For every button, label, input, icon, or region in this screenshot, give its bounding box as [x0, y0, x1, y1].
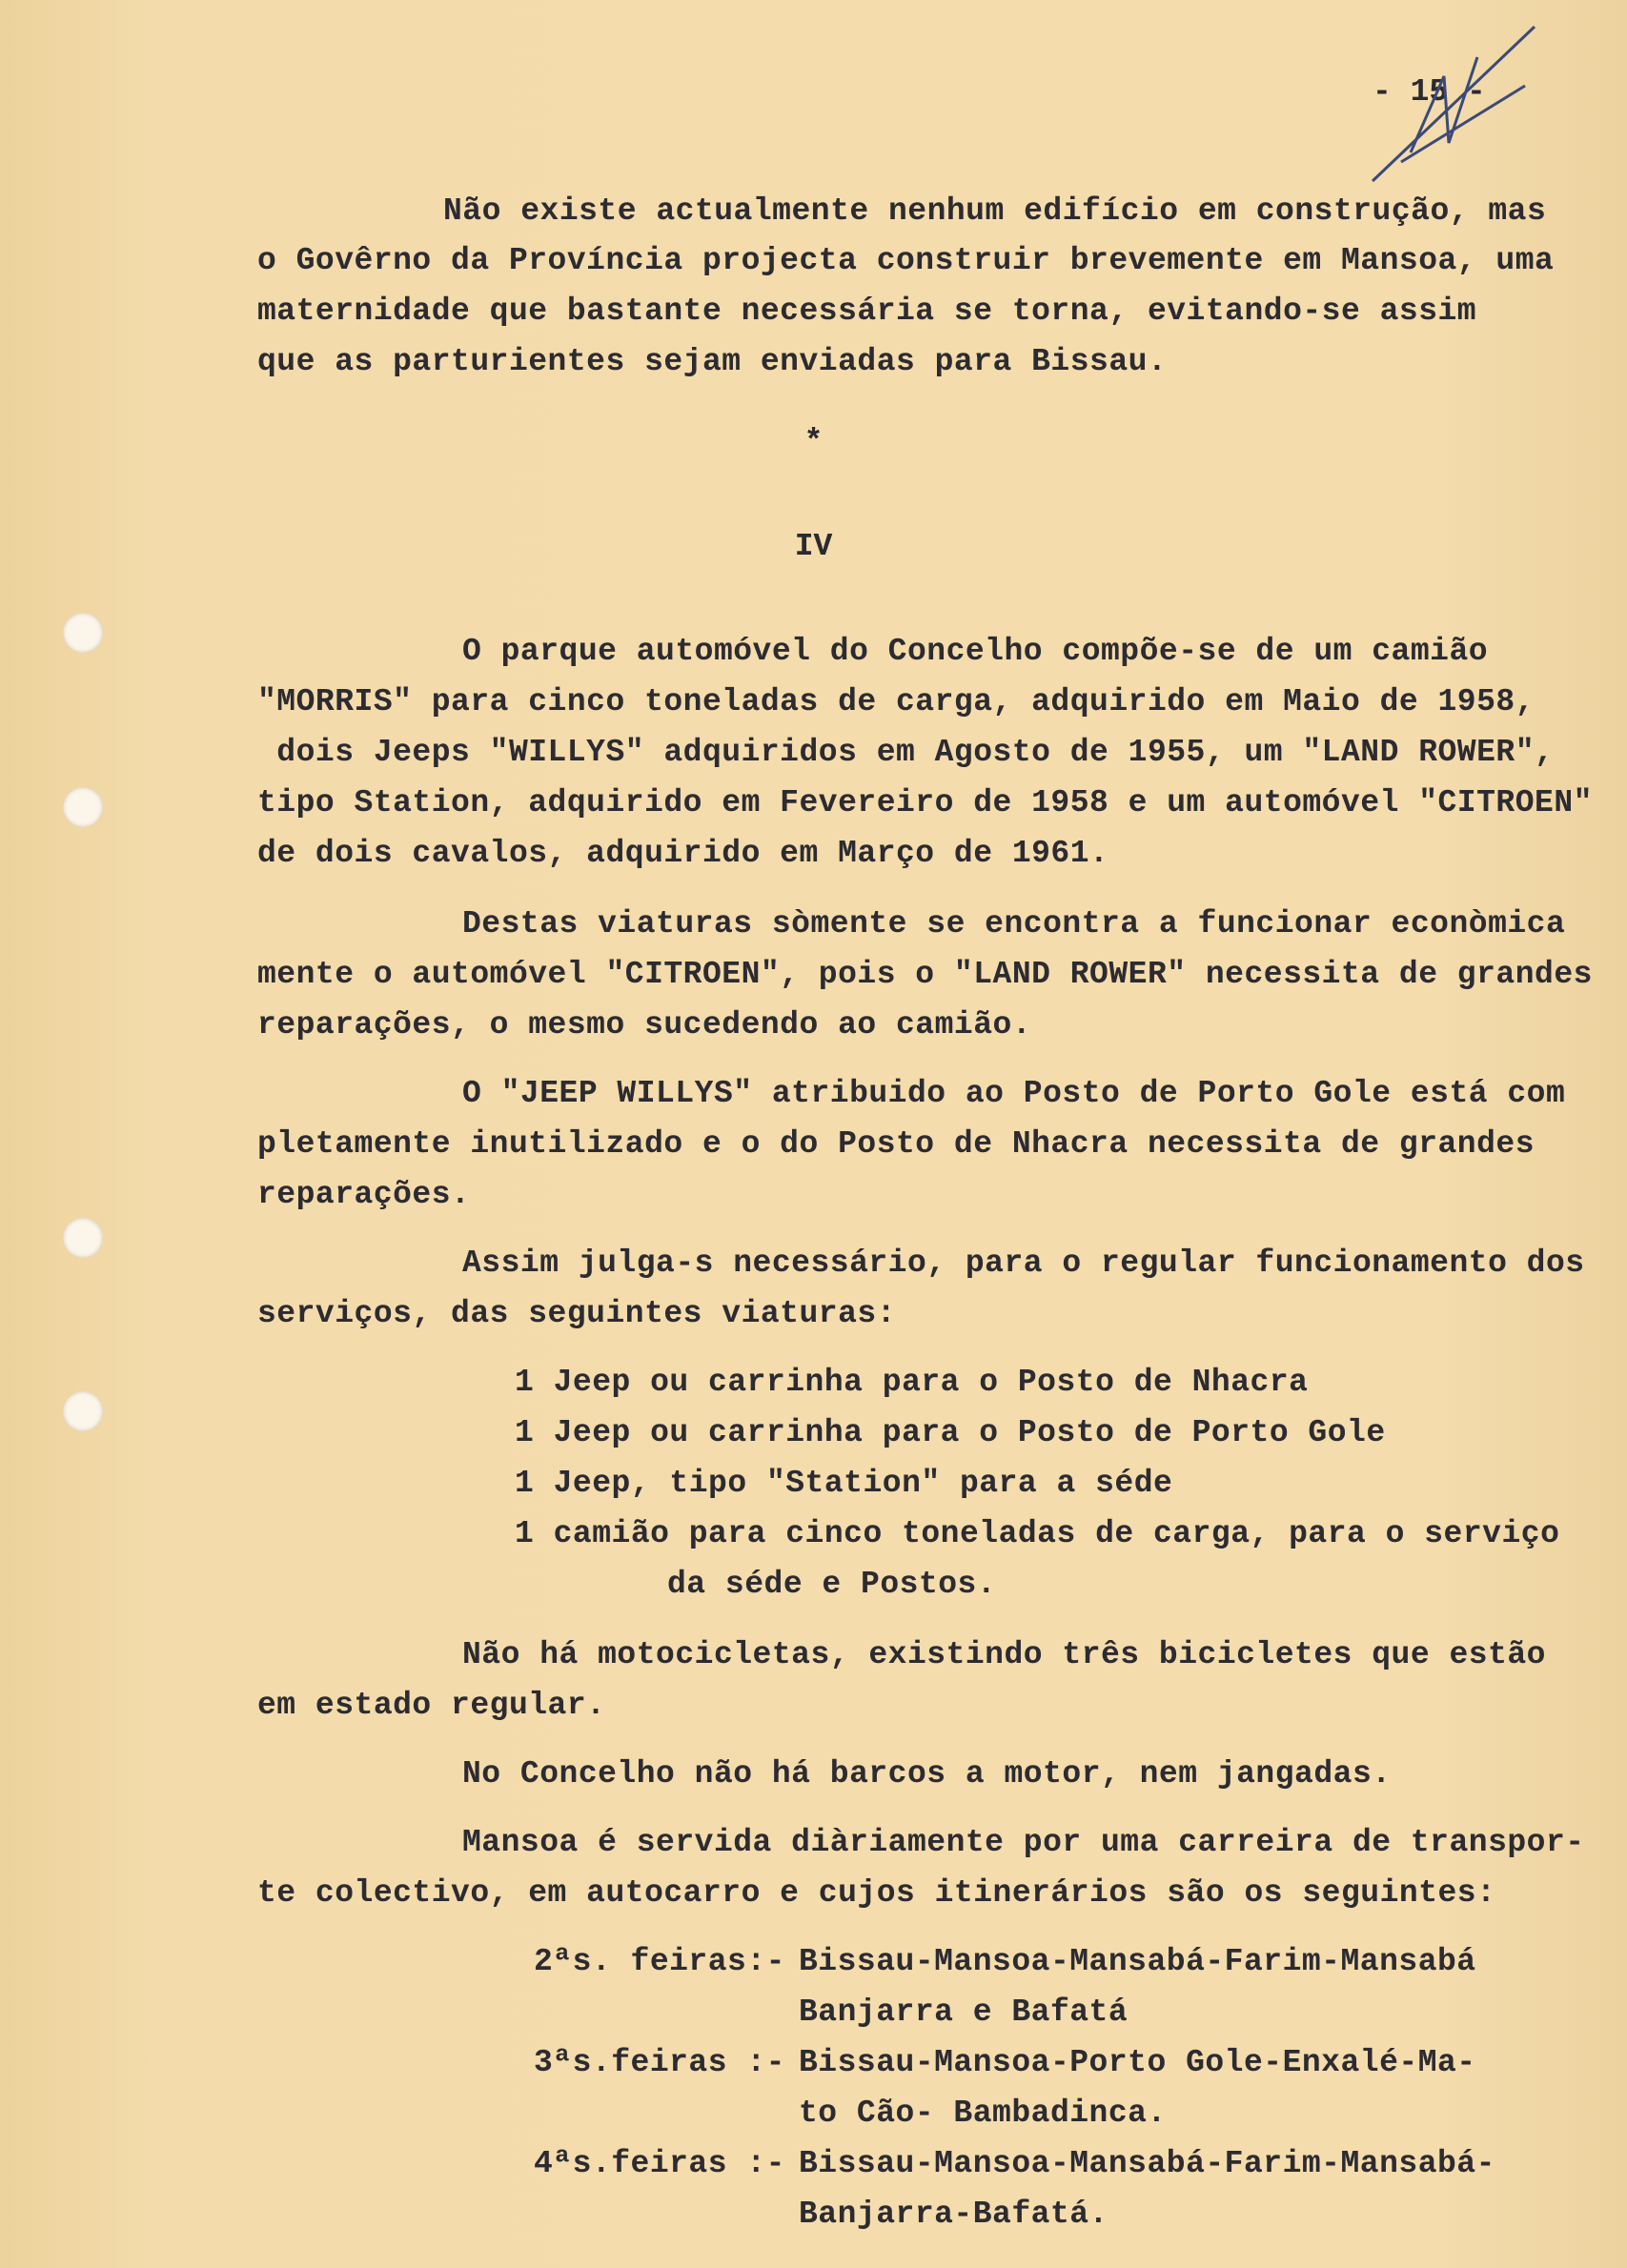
paragraph-5-line-2: em estado regular.	[257, 1688, 606, 1723]
intro-line-4: que as parturientes sejam enviadas para Bissau.	[257, 344, 1168, 379]
section-mark: *	[803, 424, 824, 459]
schedule-day-2: 3ªs.feiras :-	[534, 2045, 785, 2080]
vehicle-list-item-1: 1 Jeep ou carrinha para o Posto de Nhacra	[515, 1365, 1309, 1400]
vehicle-list-item-4: 1 camião para cinco toneladas de carga, para o serviço	[515, 1516, 1560, 1551]
schedule-day-1: 2ªs. feiras:-	[534, 1944, 785, 1979]
paragraph-2-line-3: reparações, o mesmo sucedendo ao camião.	[257, 1007, 1032, 1043]
signature-mark	[1353, 19, 1544, 200]
paragraph-4-line-2: serviços, das seguintes viaturas:	[257, 1296, 897, 1331]
schedule-route-3-line-2: Banjarra-Bafatá.	[799, 2197, 1108, 2232]
schedule-day-3: 4ªs.feiras :-	[534, 2146, 785, 2181]
paragraph-2-line-2: mente o automóvel "CITROEN", pois o "LAND ROWER" necessita de grandes	[257, 957, 1593, 992]
punch-hole-4	[63, 1391, 103, 1431]
intro-line-1: Não existe actualmente nenhum edifício em construção, mas	[443, 193, 1547, 229]
intro-line-2: o Govêrno da Província projecta construir brevemente em Mansoa, uma	[257, 243, 1555, 278]
schedule-route-2-line-1: Bissau-Mansoa-Porto Gole-Enxalé-Ma-	[799, 2045, 1476, 2080]
punch-hole-1	[63, 613, 103, 653]
vehicle-list-item-2: 1 Jeep ou carrinha para o Posto de Porto Gole	[515, 1415, 1386, 1450]
schedule-route-2-line-2: to Cão- Bambadinca.	[799, 2096, 1167, 2131]
paragraph-1-line-1: O parque automóvel do Concelho compõe-se de um camião	[462, 634, 1489, 669]
paragraph-4-line-1: Assim julga-s necessário, para o regular funcionamento dos	[462, 1245, 1585, 1281]
schedule-route-3-line-1: Bissau-Mansoa-Mansabá-Farim-Mansabá-	[799, 2146, 1495, 2181]
schedule-route-1-line-1: Bissau-Mansoa-Mansabá-Farim-Mansabá	[799, 1944, 1476, 1979]
punch-hole-2	[63, 787, 103, 827]
page-number: - 15 -	[1373, 74, 1486, 110]
vehicle-list-item-4-cont: da séde e Postos.	[667, 1567, 997, 1602]
paragraph-3-line-1: O "JEEP WILLYS" atribuido ao Posto de Porto Gole está com	[462, 1076, 1566, 1111]
paragraph-7-line-2: te colectivo, em autocarro e cujos itinerários são os seguintes:	[257, 1875, 1496, 1911]
punch-hole-3	[63, 1218, 103, 1258]
section-title: IV	[794, 529, 833, 564]
paragraph-1-line-4: tipo Station, adquirido em Fevereiro de 1958 e um automóvel "CITROEN"	[257, 785, 1593, 820]
vehicle-list-item-3: 1 Jeep, tipo "Station" para a séde	[515, 1466, 1173, 1501]
paragraph-2-line-1: Destas viaturas sòmente se encontra a funcionar econòmica	[462, 906, 1566, 942]
paragraph-3-line-2: pletamente inutilizado e o do Posto de Nhacra necessita de grandes	[257, 1126, 1535, 1162]
paragraph-5-line-1: Não há motocicletas, existindo três bicicletes que estão	[462, 1637, 1546, 1672]
paragraph-3-line-3: reparações.	[257, 1177, 471, 1212]
paragraph-1-line-2: "MORRIS" para cinco toneladas de carga, adquirido em Maio de 1958,	[257, 684, 1535, 719]
schedule-route-1-line-2: Banjarra e Bafatá	[799, 1995, 1129, 2030]
paragraph-1-line-3: dois Jeeps "WILLYS" adquiridos em Agosto de 1955, um "LAND ROWER",	[257, 735, 1555, 770]
paragraph-6: No Concelho não há barcos a motor, nem jangadas.	[462, 1756, 1392, 1792]
intro-line-3: maternidade que bastante necessária se torna, evitando-se assim	[257, 294, 1477, 329]
paragraph-7-line-1: Mansoa é servida diàriamente por uma carreira de transpor-	[462, 1825, 1585, 1860]
paragraph-1-line-5: de dois cavalos, adquirido em Março de 1961.	[257, 836, 1109, 871]
